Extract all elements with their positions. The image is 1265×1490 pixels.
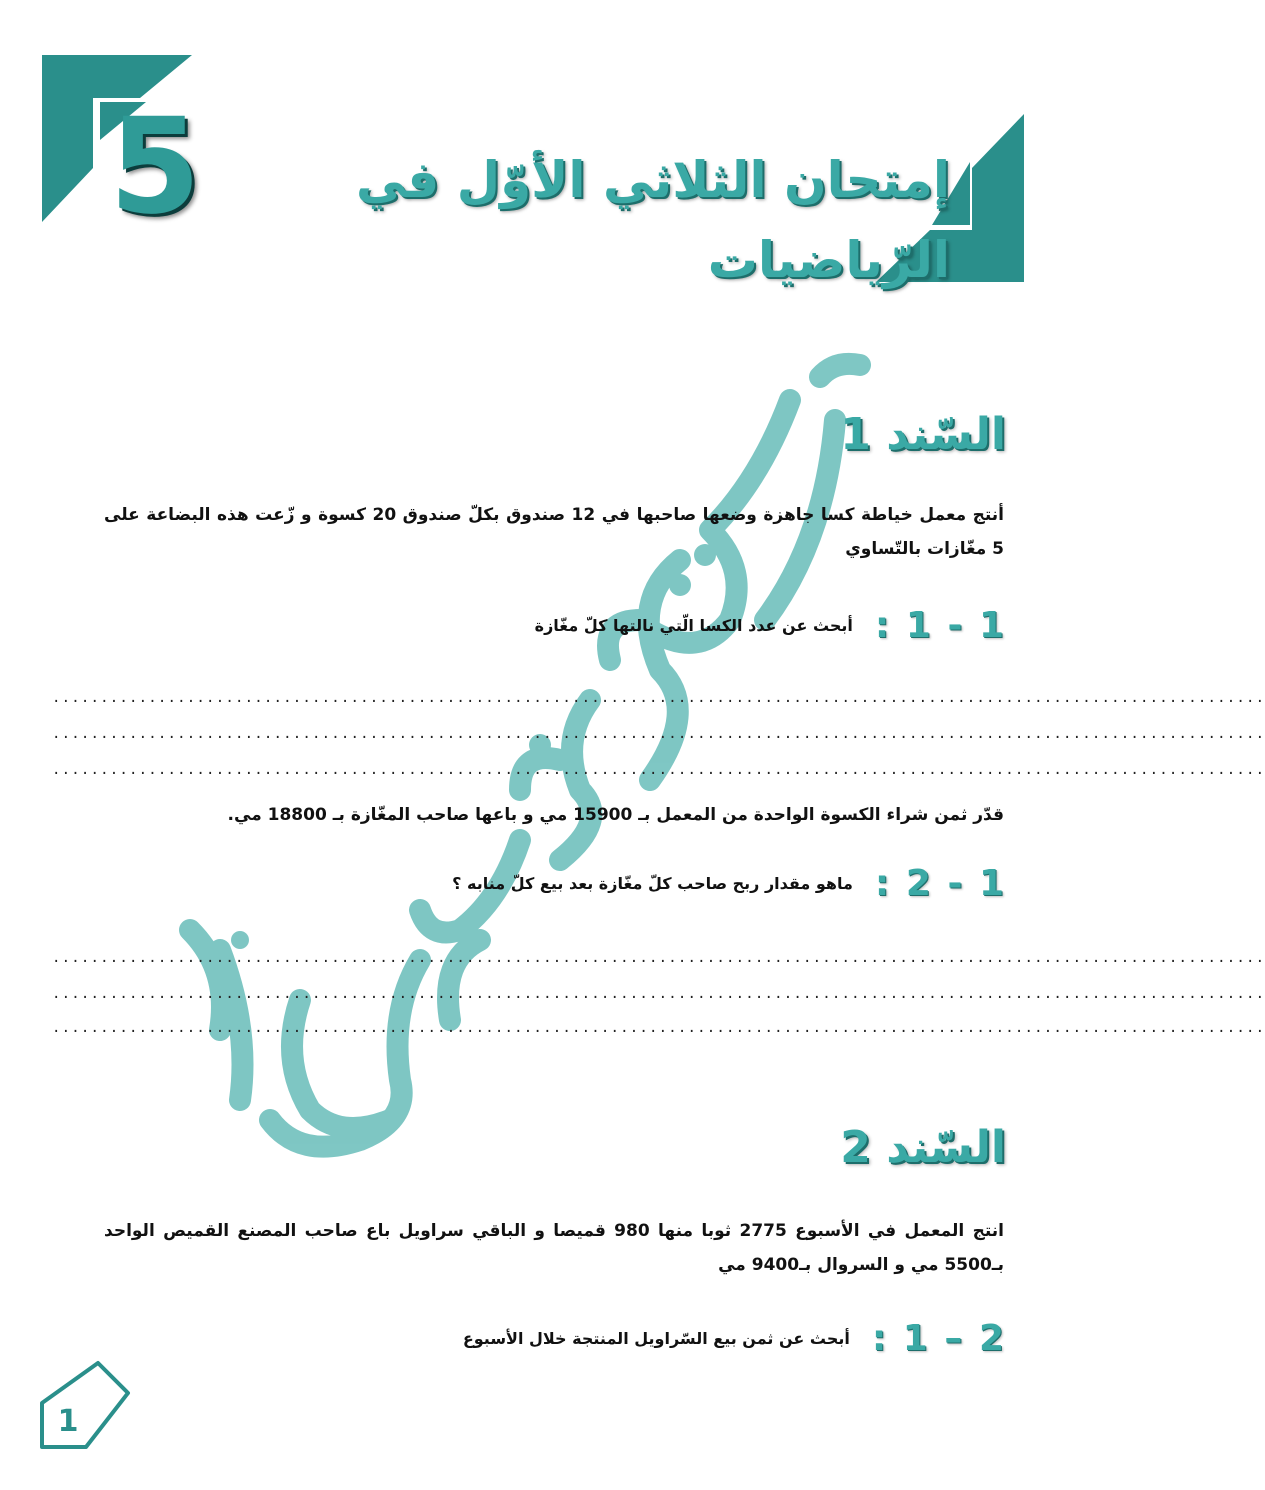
answer-line[interactable]: .............................................................................................................................. xyxy=(52,762,1265,778)
question-1-1 xyxy=(535,600,1006,650)
answer-line[interactable]: .............................................................................................................................. xyxy=(52,986,1265,1002)
page-number: 1 xyxy=(57,1404,79,1439)
section-1-text: أنتج معمل خياطة كسا جاهزة وضعها صاحبها في 12 صندوق بكلّ صندوق 20 كسوة و زّعت هذه البضاعة على 5 مغّازات بالتّساوي xyxy=(104,505,1005,559)
section-2-text: انتج المعمل في الأسبوع 2775 ثوبا منها 980 قميصا و الباقي سراويل باع صاحب المصنع القميص الواحد بـ5500 مي و السروال بـ9400 مي xyxy=(104,1221,1004,1275)
exam-title: إمتحان الثلاثي الأوّل في الرّياضيات xyxy=(355,151,950,289)
question-number: 2 – 1 : xyxy=(871,1317,1006,1359)
grade-number: 5 xyxy=(109,90,201,244)
question-text: أبحث عن عدد الكسا الّتي نالتها كلّ مغّازة xyxy=(534,615,853,635)
question-number: 1 - 2 : xyxy=(874,862,1006,904)
answer-line[interactable]: .............................................................................................................................. xyxy=(52,950,1265,966)
section-1-text-2: قدّر ثمن شراء الكسوة الواحدة من المعمل بـ 15900 مي و باعها صاحب المغّازة بـ 18800 مي. xyxy=(227,805,1004,825)
section-2-heading: السّند 2 xyxy=(840,1122,1006,1173)
question-1-2 xyxy=(452,858,1006,908)
question-number: 1 - 1 : xyxy=(874,604,1006,646)
answer-line[interactable]: .............................................................................................................................. xyxy=(52,1020,1265,1036)
section-1-heading: السّند 1 xyxy=(840,409,1006,460)
question-text: ماهو مقدار ربح صاحب كلّ مغّازة بعد بيع كلّ منابه ؟ xyxy=(452,873,853,893)
answer-line[interactable]: .............................................................................................................................. xyxy=(52,726,1265,742)
question-text: أبحث عن ثمن بيع السّراويل المنتجة خلال الأسبوع xyxy=(462,1328,850,1348)
answer-line[interactable]: .............................................................................................................................. xyxy=(52,690,1265,706)
question-2-1 xyxy=(463,1313,1006,1363)
